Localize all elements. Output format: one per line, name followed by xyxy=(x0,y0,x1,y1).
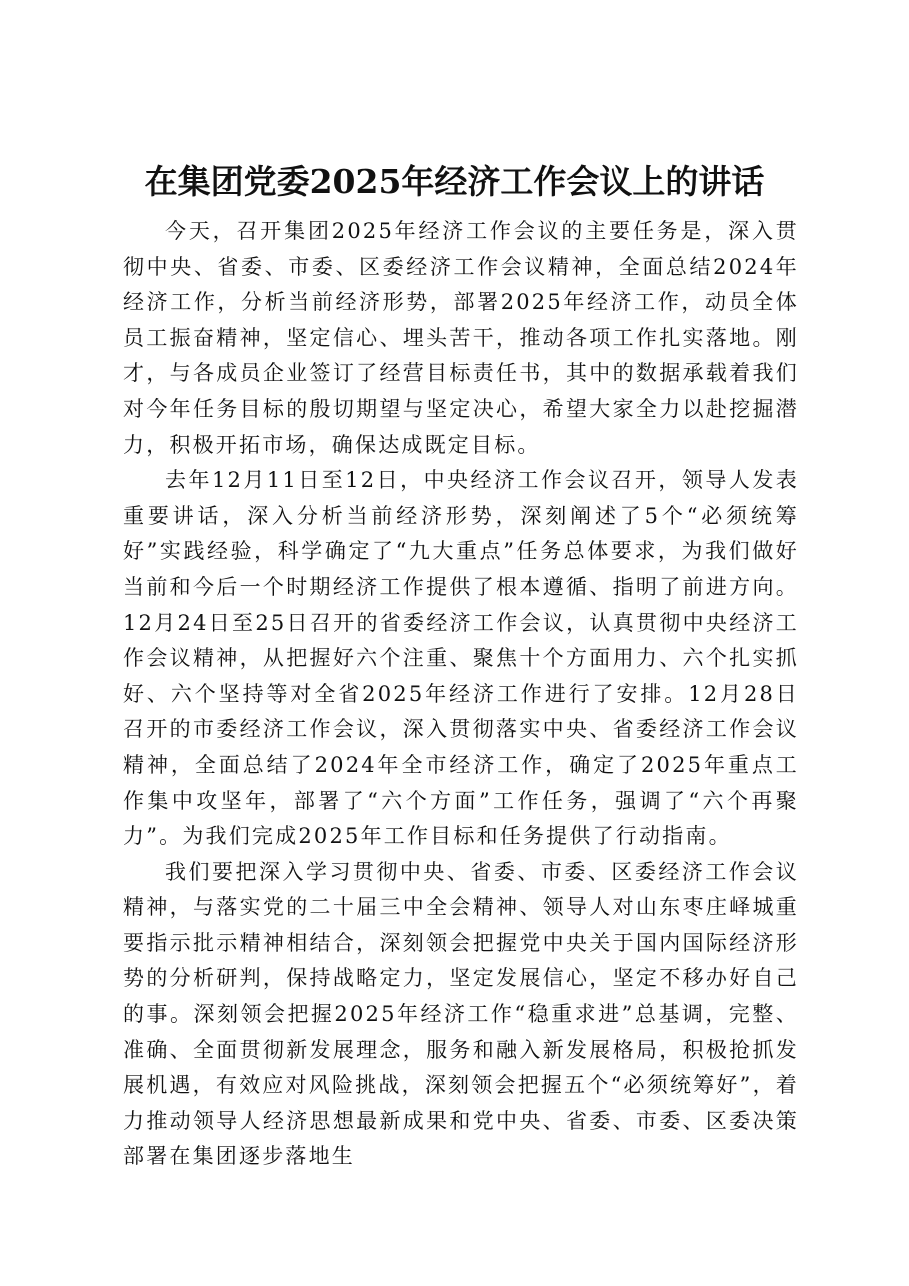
paragraph-1: 今天，召开集团2025年经济工作会议的主要任务是，深入贯彻中央、省委、市委、区委经济工作会议精神，全面总结2024年经济工作，分析当前经济形势，部署2025年经济工作，动员全体员工振奋精神，坚定信心、埋头苦干，推动各项工作扎实落地。刚才，与各成员企业签订了经营目标责任书，其中的数据承载着我们对今年任务目标的殷切期望与坚定决心，希望大家全力以赴挖掘潜力，积极开拓市场，确保达成既定目标。 xyxy=(123,219,799,457)
document-body xyxy=(123,214,799,1175)
document-title: 在集团党委2025年经济工作会议上的讲话 xyxy=(144,162,765,201)
paragraph-2: 去年12月11日至12日，中央经济工作会议召开，领导人发表重要讲话，深入分析当前经济形势，深刻阐述了5个“必须统筹好”实践经验，科学确定了“九大重点”任务总体要求，为我们做好当前和今后一个时期经济工作提供了根本遵循、指明了前进方向。12月24日至25日召开的省委经济工作会议，认真贯彻中央经济工作会议精神，从把握好六个注重、聚焦十个方面用力、六个扎实抓好、六个坚持等对全省2025年经济工作进行了安排。12月28日召开的市委经济工作会议，深入贯彻落实中央、省委经济工作会议精神，全面总结了2024年全市经济工作，确定了2025年重点工作集中攻坚年，部署了“六个方面”工作任务，强调了“六个再聚力”。为我们完成2025年工作目标和任务提供了行动指南。 xyxy=(123,468,799,849)
paragraph-3: 我们要把深入学习贯彻中央、省委、市委、区委经济工作会议精神，与落实党的二十届三中全会精神、领导人对山东枣庄峄城重要指示批示精神相结合，深刻领会把握党中央关于国内国际经济形势的分析研判，保持战略定力，坚定发展信心，坚定不移办好自己的事。深刻领会把握2025年经济工作“稳重求进”总基调，完整、准确、全面贯彻新发展理念，服务和融入新发展格局，积极抢抓发展机遇，有效应对风险挑战，深刻领会把握五个“必须统筹好”，着力推动领导人经济思想最新成果和党中央、省委、市委、区委决策部署在集团逐步落地生 xyxy=(123,859,799,1169)
